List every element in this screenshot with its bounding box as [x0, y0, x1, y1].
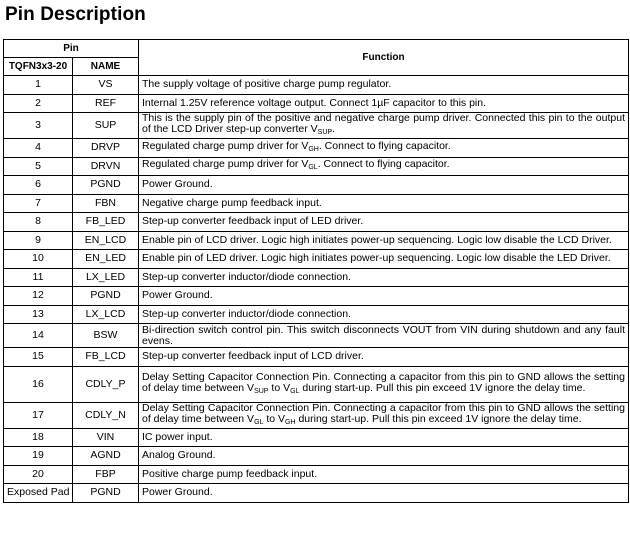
pin-description-table: [3, 39, 629, 503]
function-text: Power Ground.: [142, 289, 213, 302]
function-subscript: GL: [308, 164, 318, 172]
function-text: Analog Ground.: [142, 449, 216, 462]
table-row: [4, 250, 629, 269]
function-subscript: SUP: [254, 387, 269, 395]
pin-number-cell: 8: [4, 213, 73, 232]
table-row: [4, 94, 629, 113]
function-text: Enable pin of LCD driver. Logic high initiates power-up sequencing. Logic low disable the LCD Driver.: [142, 233, 612, 246]
pin-number-cell: 4: [4, 139, 73, 158]
pin-function-cell: [139, 447, 629, 466]
pin-name-cell: CDLY_N: [73, 402, 139, 428]
pin-function-cell: [139, 194, 629, 213]
function-text: Step-up converter inductor/diode connection.: [142, 270, 351, 283]
pin-name-cell: DRVN: [73, 157, 139, 176]
table-row: [4, 465, 629, 484]
table-row: [4, 287, 629, 306]
function-text: Bi-direction switch control pin. This switch disconnects VOUT from VIN during shutdown and any fault evens.: [142, 323, 625, 347]
pin-function-cell: [139, 484, 629, 503]
table-row: [4, 366, 629, 402]
function-subscript: GH: [285, 418, 296, 426]
pin-name-cell: FB_LED: [73, 213, 139, 232]
function-subscript: GL: [254, 418, 264, 426]
function-text: . Connect to flying capacitor.: [318, 139, 451, 152]
table-row: [4, 231, 629, 250]
pin-function-cell: [139, 305, 629, 324]
function-text: IC power input.: [142, 430, 213, 443]
table-row: [4, 402, 629, 428]
function-text: Step-up converter feedback input of LCD driver.: [142, 350, 364, 363]
pin-name-cell: PGND: [73, 484, 139, 503]
table-row: [4, 268, 629, 287]
function-text: Negative charge pump feedback input.: [142, 196, 322, 209]
pin-group-header: Pin: [4, 40, 139, 58]
function-text: Power Ground.: [142, 486, 213, 499]
pin-number-cell: 9: [4, 231, 73, 250]
function-text: Delay Setting Capacitor Connection Pin. Connecting a capacitor from this pin to GND allows the setting of delay time between V: [142, 401, 625, 425]
pin-function-cell: [139, 428, 629, 447]
pin-name-cell: PGND: [73, 176, 139, 195]
table-row: [4, 305, 629, 324]
function-text: Power Ground.: [142, 178, 213, 191]
pin-number-cell: 20: [4, 465, 73, 484]
table-row: [4, 157, 629, 176]
pin-name-cell: LX_LED: [73, 268, 139, 287]
pin-number-cell: 2: [4, 94, 73, 113]
pin-name-cell: FB_LCD: [73, 348, 139, 367]
pin-function-cell: [139, 324, 629, 348]
table-row: [4, 113, 629, 139]
function-text: Step-up converter inductor/diode connection.: [142, 307, 351, 320]
function-text: during start-up. Pull this pin exceed 1V ignore the delay time.: [299, 381, 586, 394]
pin-number-cell: 5: [4, 157, 73, 176]
pin-number-cell: 17: [4, 402, 73, 428]
pin-function-cell: [139, 139, 629, 158]
pin-name-cell: VIN: [73, 428, 139, 447]
table-row: [4, 324, 629, 348]
pin-number-cell: 14: [4, 324, 73, 348]
function-subscript: GL: [290, 387, 300, 395]
pin-number-cell: 3: [4, 113, 73, 139]
pin-name-cell: FBP: [73, 465, 139, 484]
function-text: Delay Setting Capacitor Connection Pin. Connecting a capacitor from this pin to GND allows the setting of delay time between V: [142, 370, 625, 394]
pin-function-cell: [139, 402, 629, 428]
pin-function-cell: [139, 287, 629, 306]
function-text: .: [332, 123, 335, 135]
pin-function-cell: [139, 176, 629, 195]
pin-number-cell: 1: [4, 76, 73, 95]
function-subscript: GH: [308, 145, 319, 153]
function-subscript: SUP: [317, 129, 333, 136]
table-row: [4, 348, 629, 367]
pin-name-cell: PGND: [73, 287, 139, 306]
table-row: [4, 76, 629, 95]
pin-number-cell: Exposed Pad: [4, 484, 73, 503]
table-row: [4, 194, 629, 213]
table-row: [4, 176, 629, 195]
function-text: to V: [263, 412, 286, 425]
pin-function-cell: [139, 94, 629, 113]
pin-name-cell: VS: [73, 76, 139, 95]
pin-name-cell: DRVP: [73, 139, 139, 158]
pin-function-cell: [139, 348, 629, 367]
name-header: NAME: [73, 58, 139, 76]
pin-function-cell: [139, 250, 629, 269]
pin-function-cell: [139, 76, 629, 95]
function-header: Function: [139, 40, 629, 76]
table-row: [4, 213, 629, 232]
pin-function-cell: [139, 366, 629, 402]
table-row: [4, 428, 629, 447]
function-text: Regulated charge pump driver for V: [142, 139, 309, 152]
pin-number-cell: 16: [4, 366, 73, 402]
function-text: Step-up converter feedback input of LED driver.: [142, 215, 364, 228]
pin-name-cell: FBN: [73, 194, 139, 213]
pin-name-cell: EN_LCD: [73, 231, 139, 250]
pin-function-cell: [139, 113, 629, 139]
function-text: Enable pin of LED driver. Logic high initiates power-up sequencing. Logic low disable the LED Driver.: [142, 252, 611, 265]
pin-name-cell: BSW: [73, 324, 139, 348]
pin-function-cell: [139, 268, 629, 287]
function-text: Positive charge pump feedback input.: [142, 467, 318, 480]
pin-function-cell: [139, 213, 629, 232]
pin-number-cell: 12: [4, 287, 73, 306]
table-row: [4, 447, 629, 466]
pin-number-cell: 11: [4, 268, 73, 287]
function-text: to V: [268, 381, 291, 394]
pin-number-cell: 15: [4, 348, 73, 367]
pin-name-cell: CDLY_P: [73, 366, 139, 402]
function-text: . Connect to flying capacitor.: [317, 158, 450, 171]
page-title: Pin Description: [5, 4, 146, 25]
pin-name-cell: AGND: [73, 447, 139, 466]
pin-name-cell: LX_LCD: [73, 305, 139, 324]
pin-function-cell: [139, 465, 629, 484]
pin-number-cell: 7: [4, 194, 73, 213]
pin-number-cell: 6: [4, 176, 73, 195]
table-row: [4, 139, 629, 158]
pin-name-cell: SUP: [73, 113, 139, 139]
pin-function-cell: [139, 157, 629, 176]
table-row: [4, 484, 629, 503]
pin-number-cell: 18: [4, 428, 73, 447]
function-text: The supply voltage of positive charge pump regulator.: [142, 78, 392, 91]
pin-number-cell: 19: [4, 447, 73, 466]
pin-number-cell: 10: [4, 250, 73, 269]
pin-function-cell: [139, 231, 629, 250]
pin-name-cell: EN_LED: [73, 250, 139, 269]
pin-rows: [4, 76, 629, 503]
function-text: during start-up. Pull this pin exceed 1V ignore the delay time.: [295, 412, 582, 425]
function-text: This is the supply pin of the positive and negative charge pump driver. Connected this pin to the output of the LCD Driver step-up converter V: [142, 112, 625, 135]
package-header: TQFN3x3-20: [4, 58, 73, 76]
pin-number-cell: 13: [4, 305, 73, 324]
pin-name-cell: REF: [73, 94, 139, 113]
function-text: Internal 1.25V reference voltage output. Connect 1µF capacitor to this pin.: [142, 96, 487, 109]
function-text: Regulated charge pump driver for V: [142, 158, 309, 171]
